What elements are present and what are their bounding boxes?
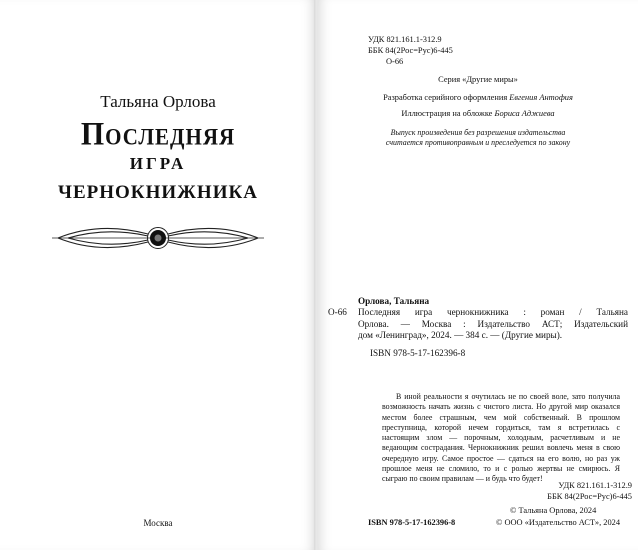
bbk-code-bottom: ББК 84(2Рос=Рус)6-445: [547, 492, 632, 501]
annotation: [382, 392, 620, 485]
udk-code-top: УДК 821.161.1-312.9: [368, 35, 442, 44]
classification-block-bottom: [420, 480, 632, 502]
bib-line-1: Последняя игра чернокнижника : роман / Тальяна: [358, 307, 628, 318]
bbk-code-top: ББК 84(2Рос=Рус)6-445: [368, 46, 453, 55]
title-line-1: Последняя: [80, 116, 236, 153]
legal-notice: [318, 128, 638, 148]
city-label: Москва: [143, 518, 173, 528]
series-line: Серия «Другие миры»: [438, 75, 518, 84]
title-line-3: чернокнижника: [58, 174, 258, 204]
title-line-2: игра: [129, 149, 187, 175]
author-name: Тальяна Орлова: [100, 92, 216, 111]
bib-code: О-66: [328, 307, 347, 318]
udk-code-bottom: УДК 821.161.1-312.9: [558, 481, 632, 490]
design-credit: [318, 92, 638, 103]
bib-entry: [328, 307, 628, 318]
classification-block-top: [368, 34, 453, 67]
legal-notice-line-1: Выпуск произведения без разрешения издательства: [390, 128, 566, 137]
bib-line-3: дом «Ленинград», 2024. — 384 с. — (Другие миры).: [358, 330, 563, 341]
ornament-divider: [48, 220, 268, 256]
design-credit-name: Евгения Антофия: [509, 93, 573, 102]
illustration-credit-label: Иллюстрация на обложке: [401, 109, 493, 118]
author-mark-top: О-66: [386, 57, 404, 66]
bib-isbn: ISBN 978-5-17-162396-8: [370, 347, 466, 358]
illustration-credit: [318, 108, 638, 119]
isbn-bottom: ISBN 978-5-17-162396-8: [368, 518, 456, 527]
bibliographic-record: [328, 296, 628, 359]
copyright-publisher: © ООО «Издательство АСТ», 2024: [496, 518, 621, 527]
bib-author: Орлова, Тальяна: [358, 296, 430, 306]
illustration-credit-name: Бориса Аджиева: [494, 109, 555, 118]
legal-notice-line-2: считается противоправным и преследуется по закону: [385, 138, 571, 147]
design-credit-label: Разработка серийного оформления: [383, 93, 508, 102]
annotation-text: В иной реальности я очутилась не по своей воле, зато получила возможность начать жизнь с чистого листа. Но другой мир оказался местом более страшным, чем мой собственный. В прошлом преступница, которой нечем гордиться, там я встретилась с настоящим злом — порочным, холодным, расчетливым и не ведающим сострадания. Чернокнижник решил вовлечь меня в свою очередную игру. Самое простое — сдаться на его волю, но раз уж прошлое меня не сломило, то и с ролью жертвы не смирюсь. Я сыграю по своим правилам — и будь что будет!: [382, 392, 620, 484]
title-page: [0, 0, 316, 550]
copyright-author: © Тальяна Орлова, 2024: [510, 506, 597, 515]
bib-line-2: Орлова. — Москва : Издательство АСТ; Издательский: [358, 318, 628, 329]
